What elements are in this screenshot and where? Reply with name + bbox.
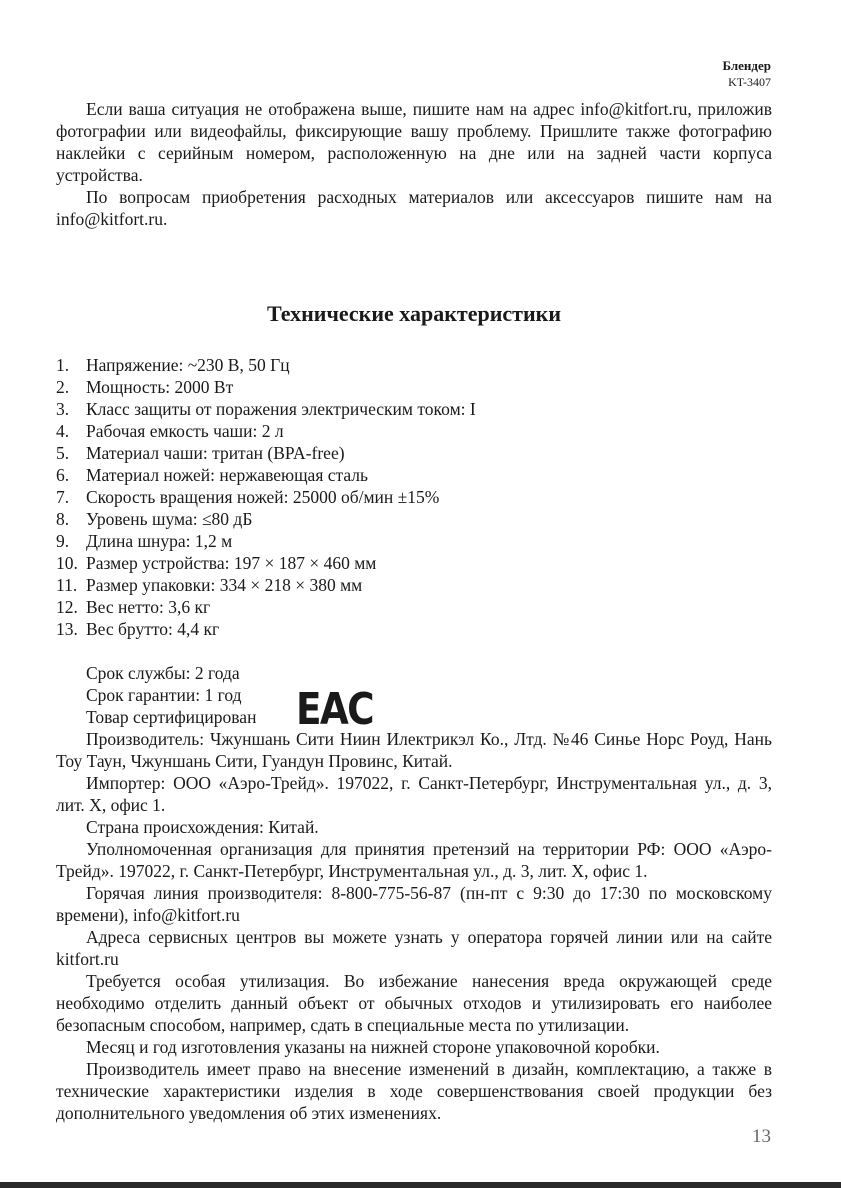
intro-paragraph: Если ваша ситуация не отображена выше, пишите нам на адрес info@kitfort.ru, приложив фотографии или видеофайлы, фиксирующие вашу проблему. Пришлите также фотографию наклейки с серийным номером, расположенную на дне или на задней части корпуса устройства. bbox=[56, 99, 772, 185]
page-header bbox=[722, 58, 771, 90]
certified-text: Товар сертифицирован bbox=[86, 707, 257, 727]
spec-text: Скорость вращения ножей: 25000 об/мин ±15% bbox=[86, 487, 440, 507]
spec-item bbox=[56, 552, 772, 574]
spec-number: 1. bbox=[56, 355, 70, 375]
spec-number: 3. bbox=[56, 399, 70, 419]
spec-number: 6. bbox=[56, 465, 70, 485]
spec-item bbox=[56, 618, 772, 640]
spec-number: 7. bbox=[56, 487, 70, 507]
spec-number: 10. bbox=[56, 553, 78, 573]
spec-text: Вес нетто: 3,6 кг bbox=[86, 597, 211, 617]
importer-info: Импортер: ООО «Аэро-Трейд». 197022, г. Санкт-Петербург, Инструментальная ул., д. 3, лит. Х, офис 1. bbox=[56, 773, 772, 815]
specs-list bbox=[56, 354, 772, 640]
certification-block bbox=[56, 662, 772, 735]
spec-item bbox=[56, 530, 772, 552]
spec-number: 8. bbox=[56, 509, 70, 529]
disposal-info: Требуется особая утилизация. Во избежание нанесения вреда окружающей среде необходимо отделить данный объект от обычных отходов и утилизировать его наиболее безопасным способом, например, сдать в специальные места по утилизации. bbox=[56, 971, 772, 1035]
spec-number: 2. bbox=[56, 377, 70, 397]
spec-text: Класс защиты от поражения электрическим током: I bbox=[86, 399, 476, 419]
service-centers-info: Адреса сервисных центров вы можете узнать у оператора горячей линии или на сайте kitfort.ru bbox=[56, 927, 772, 969]
spec-number: 11. bbox=[56, 575, 78, 595]
spec-number: 13. bbox=[56, 619, 78, 639]
page-content bbox=[56, 98, 772, 1124]
spec-text: Уровень шума: ≤80 дБ bbox=[86, 509, 253, 529]
spec-item bbox=[56, 464, 772, 486]
changes-disclaimer: Производитель имеет право на внесение изменений в дизайн, комплектацию, а также в технические характеристики изделия в ходе совершенствования своей продукции без дополнительного уведомления об этих изменениях. bbox=[56, 1059, 772, 1123]
spec-item bbox=[56, 574, 772, 596]
manufacturer-info: Производитель: Чжуншань Сити Ниин Илектрикэл Ко., Лтд. №46 Синье Норс Роуд, Нань Тоу Таун, Чжуншань Сити, Гуандун Провинс, Китай. bbox=[56, 729, 772, 771]
product-title: Блендер bbox=[722, 58, 771, 73]
spec-text: Материал ножей: нержавеющая сталь bbox=[86, 465, 369, 485]
product-model: KT-3407 bbox=[728, 75, 771, 89]
spec-text: Материал чаши: тритан (BPA-free) bbox=[86, 443, 345, 463]
spec-number: 9. bbox=[56, 531, 70, 551]
page-number: 13 bbox=[752, 1126, 771, 1147]
spec-number: 12. bbox=[56, 597, 78, 617]
spec-text: Размер упаковки: 334 × 218 × 380 мм bbox=[86, 575, 363, 595]
spec-item bbox=[56, 420, 772, 442]
spec-text: Мощность: 2000 Вт bbox=[86, 377, 234, 397]
spec-item bbox=[56, 398, 772, 420]
origin-country: Страна происхождения: Китай. bbox=[86, 817, 319, 837]
eac-logo-icon: EAC bbox=[296, 684, 373, 735]
spec-item bbox=[56, 376, 772, 398]
warranty-period: Срок гарантии: 1 год bbox=[86, 685, 242, 705]
intro-paragraph: По вопросам приобретения расходных материалов или аксессуаров пишите нам на info@kitfort.ru. bbox=[56, 187, 772, 229]
spec-item bbox=[56, 486, 772, 508]
spec-text: Напряжение: ~230 В, 50 Гц bbox=[86, 355, 290, 375]
spec-item bbox=[56, 596, 772, 618]
spec-text: Вес брутто: 4,4 кг bbox=[86, 619, 220, 639]
claims-organization: Уполномоченная организация для принятия претензий на территории РФ: ООО «Аэро-Трейд». 197022, г. Санкт-Петербург, Инструментальная ул., д. 3, лит. Х, офис 1. bbox=[56, 839, 772, 881]
spec-text: Размер устройства: 197 × 187 × 460 мм bbox=[86, 553, 377, 573]
spec-text: Рабочая емкость чаши: 2 л bbox=[86, 421, 284, 441]
spec-number: 4. bbox=[56, 421, 70, 441]
footer-bar bbox=[0, 1182, 841, 1188]
spec-number: 5. bbox=[56, 443, 70, 463]
manufacture-date-info: Месяц и год изготовления указаны на нижней стороне упаковочной коробки. bbox=[86, 1037, 660, 1057]
spec-item bbox=[56, 508, 772, 530]
spec-item bbox=[56, 442, 772, 464]
specs-heading: Технические характеристики bbox=[266, 301, 562, 326]
hotline-info: Горячая линия производителя: 8-800-775-56-87 (пн-пт с 9:30 до 17:30 по московскому времени), info@kitfort.ru bbox=[56, 883, 772, 925]
spec-text: Длина шнура: 1,2 м bbox=[86, 531, 233, 551]
service-life: Срок службы: 2 года bbox=[86, 663, 240, 683]
spec-item bbox=[56, 354, 772, 376]
